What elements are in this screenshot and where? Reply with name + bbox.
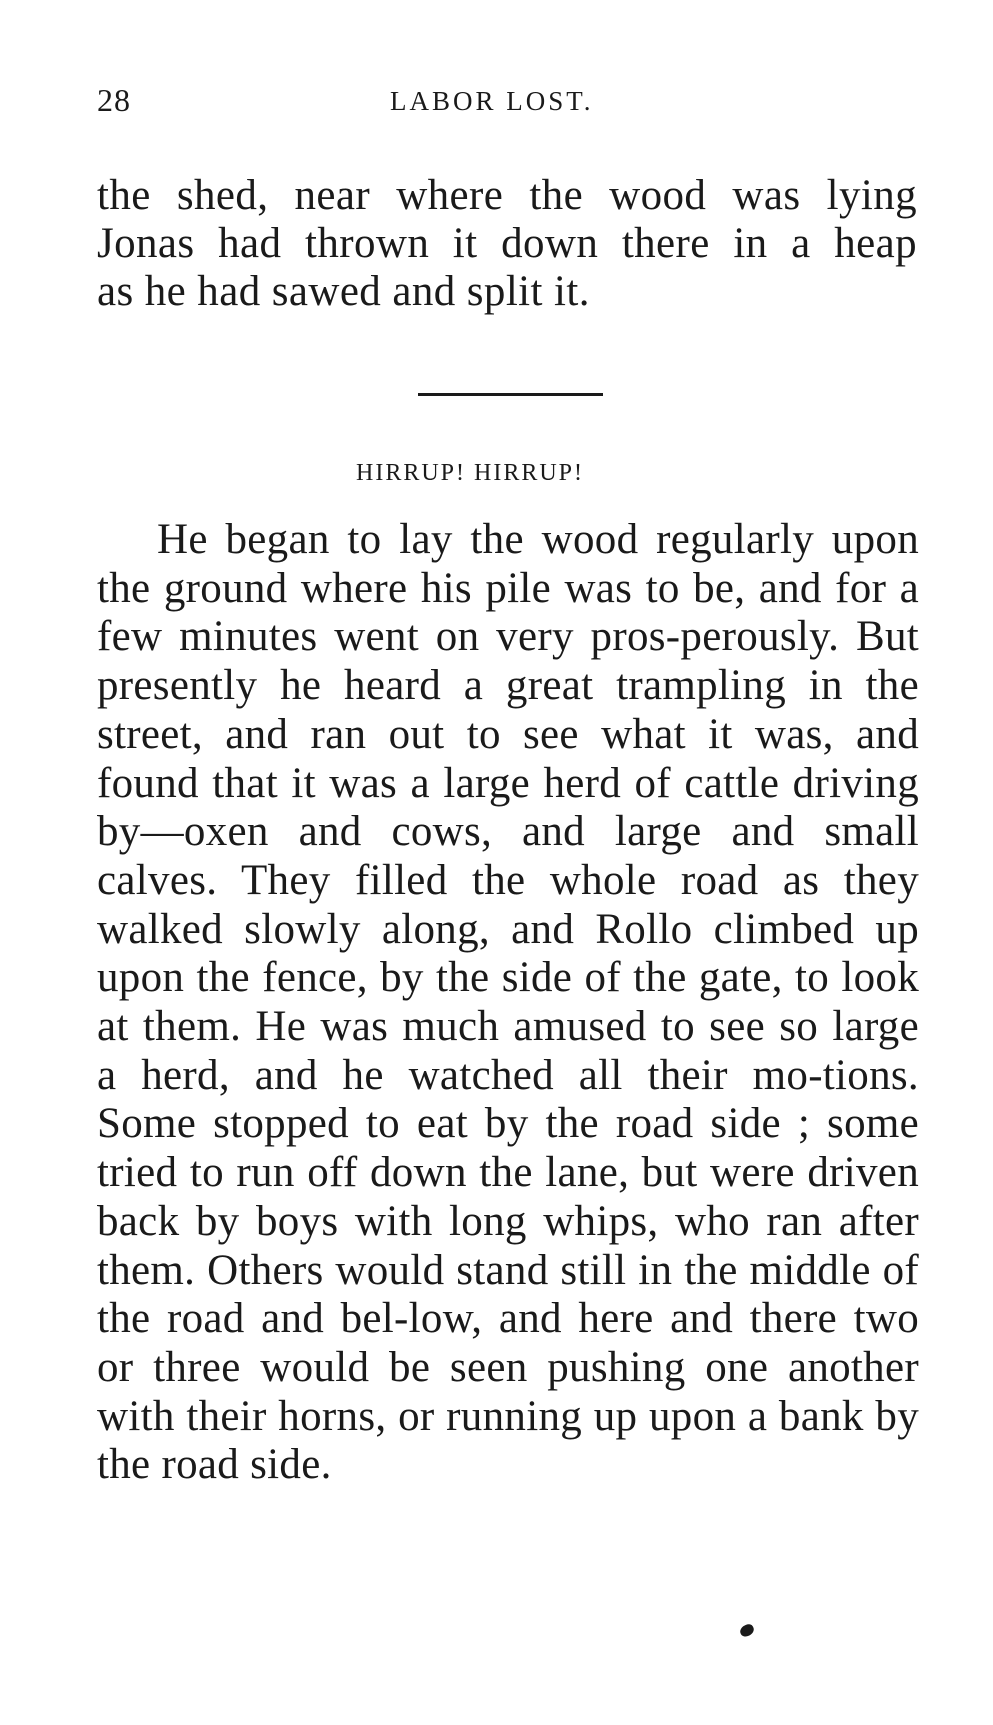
running-title: LABOR LOST. xyxy=(390,86,594,116)
body-paragraph: He began to lay the wood regularly upon the ground where his pile was to be, and for a few minutes went on very pros-perously. But presently he heard a great trampling in the street, and ran out to see what it was, and found that it was a large herd of cattle driving by—oxen and cows, and large and small calves. They filled the whole road as they walked slowly along, and Rollo climbed up upon the fence, by the side of the gate, to look at them. He was much amused to see so large a herd, and he watched all their mo-tions. Some stopped to eat by the road side ; some tried to run off down the lane, but were driven back by boys with long whips, who ran after them. Others would stand still in the middle of the road and bel-low, and here and there two or three would be seen pushing one another with their horns, or running up upon a bank by the road side. xyxy=(97,516,919,1489)
ink-blot-mark xyxy=(738,1623,755,1639)
section-divider xyxy=(418,393,603,396)
page-number: 28 xyxy=(97,82,131,118)
text-line: Jonas had thrown it down there in a heap xyxy=(97,220,917,267)
section-heading: HIRRUP! HIRRUP! xyxy=(356,460,585,486)
text-line: as he had sawed and split it. xyxy=(97,268,590,315)
continued-paragraph xyxy=(97,172,917,316)
text-line: the shed, near where the wood was lying xyxy=(97,172,917,219)
